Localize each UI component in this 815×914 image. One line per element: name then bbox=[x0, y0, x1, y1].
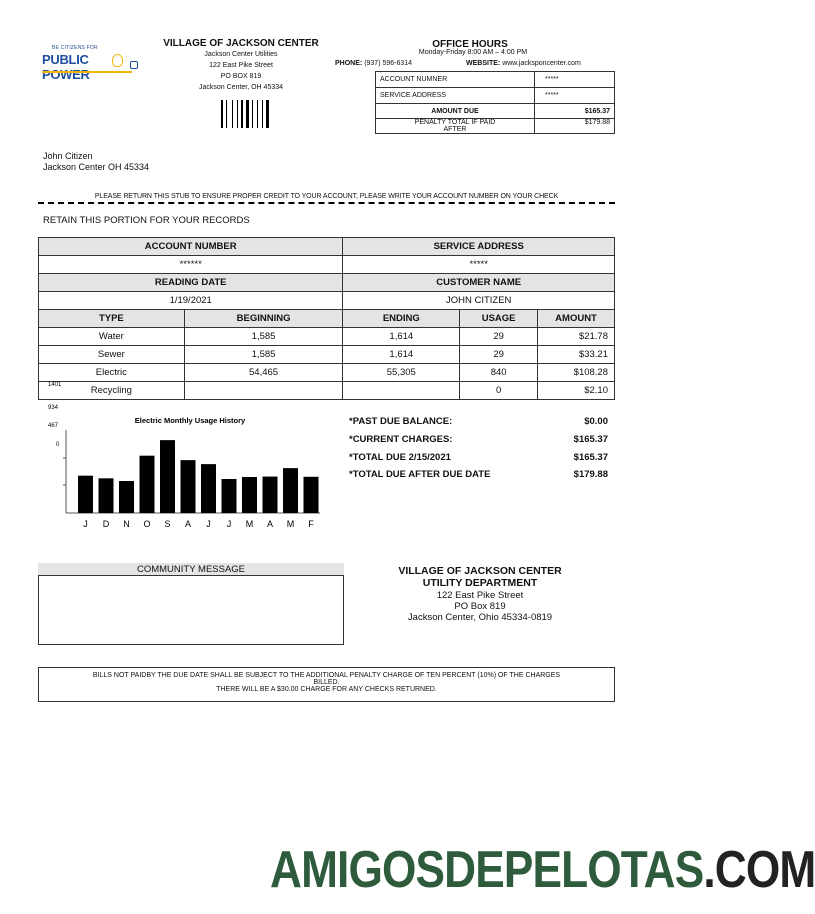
row-type: Water bbox=[39, 328, 185, 346]
amount-due-value: $165.37 bbox=[535, 104, 615, 119]
usage-chart bbox=[38, 380, 338, 530]
account-number-header: ACCOUNT NUMBER bbox=[39, 238, 343, 256]
account-box bbox=[375, 71, 615, 134]
chart-y-tick: 467 bbox=[48, 423, 59, 429]
table-row bbox=[39, 328, 615, 346]
row-beginning: 54,465 bbox=[184, 364, 343, 382]
chart-x-label: D bbox=[102, 519, 110, 529]
website-label: WEBSITE: bbox=[466, 60, 501, 67]
row-usage: 29 bbox=[460, 346, 538, 364]
chart-bar bbox=[304, 477, 319, 513]
row-type: Recycling bbox=[39, 382, 185, 400]
utility-street: 122 East Pike Street bbox=[209, 62, 273, 69]
remit-dept: UTILITY DEPARTMENT bbox=[422, 577, 538, 589]
lightbulb-icon bbox=[112, 54, 123, 67]
row-ending: 1,614 bbox=[343, 328, 460, 346]
account-number-value: ***** bbox=[535, 72, 615, 88]
barcode-bar bbox=[239, 100, 240, 128]
chart-x-label: J bbox=[226, 519, 232, 529]
summary-label: *CURRENT CHARGES: bbox=[349, 434, 453, 445]
retain-note: RETAIN THIS PORTION FOR YOUR RECORDS bbox=[43, 215, 250, 226]
service-address-value: ***** bbox=[535, 88, 615, 104]
chart-x-label: J bbox=[83, 519, 88, 529]
chart-x-label: S bbox=[164, 519, 171, 529]
barcode-bar bbox=[246, 100, 249, 128]
utility-pobox: PO BOX 819 bbox=[220, 73, 262, 80]
office-website bbox=[466, 60, 581, 67]
penalty-label bbox=[376, 119, 535, 134]
row-ending: 1,614 bbox=[343, 346, 460, 364]
barcode-bar bbox=[250, 100, 251, 128]
chart-bar bbox=[160, 440, 175, 513]
remit-city: Jackson Center, Ohio 45334-0819 bbox=[407, 612, 553, 623]
barcode-bar bbox=[244, 100, 245, 128]
table-row bbox=[39, 364, 615, 382]
penalty-notice bbox=[38, 667, 615, 702]
website-url: www.jacksponcenter.com bbox=[502, 60, 581, 67]
summary-label: *TOTAL DUE AFTER DUE DATE bbox=[349, 469, 491, 480]
logo-name: PUBLIC POWER bbox=[42, 52, 90, 82]
summary-value: $0.00 bbox=[584, 416, 608, 427]
watermark-suffix: .COM bbox=[703, 841, 815, 899]
barcode-bar bbox=[266, 100, 269, 128]
chart-x-label: F bbox=[308, 519, 314, 529]
stub-note: PLEASE RETURN THIS STUB TO ENSURE PROPER CREDIT TO YOUR ACCOUNT, PLEASE WRITE YOUR ACCOUNT NUMBER ON YOUR CHECK bbox=[38, 193, 615, 204]
chart-bar bbox=[181, 460, 196, 513]
utility-dept: Jackson Center Utilities bbox=[204, 51, 278, 58]
phone-label: PHONE: bbox=[335, 60, 363, 67]
col-header-amount: AMOUNT bbox=[538, 310, 615, 328]
chart-y-tick: 0 bbox=[56, 442, 60, 448]
plug-icon bbox=[130, 61, 138, 69]
watermark-text: AMIGOSDEPELOTAS bbox=[270, 841, 704, 899]
chart-x-label: M bbox=[245, 519, 254, 529]
penalty-label-line2: AFTER bbox=[443, 126, 467, 133]
penalty-value: $179.88 bbox=[535, 119, 615, 134]
chart-bar bbox=[283, 468, 298, 513]
service-address-label: SERVICE ADDRESS bbox=[376, 88, 535, 104]
barcode-bar bbox=[252, 100, 253, 128]
table-row bbox=[39, 346, 615, 364]
office-hours-days: Monday-Friday 8:00 AM – 4:00 PM bbox=[418, 49, 528, 56]
watermark bbox=[270, 840, 815, 900]
chart-bar bbox=[78, 476, 93, 513]
row-amount: $108.28 bbox=[538, 364, 615, 382]
barcode-bar bbox=[221, 100, 223, 128]
col-header-usage: USAGE bbox=[460, 310, 538, 328]
chart-bar bbox=[242, 477, 257, 513]
chart-bar bbox=[201, 464, 216, 513]
summary-value: $165.37 bbox=[573, 452, 608, 463]
row-beginning: 1,585 bbox=[184, 328, 343, 346]
chart-x-label: J bbox=[206, 519, 211, 529]
amount-due-label: AMOUNT DUE bbox=[376, 104, 535, 119]
customer-name-header: CUSTOMER NAME bbox=[343, 274, 615, 292]
barcode-bar bbox=[232, 100, 233, 128]
remit-street: 122 East Pike Street bbox=[436, 590, 524, 601]
barcode-bar bbox=[228, 100, 231, 128]
barcode-bar bbox=[226, 100, 227, 128]
customer-name: John Citizen bbox=[43, 151, 93, 161]
chart-x-label: A bbox=[266, 519, 274, 529]
chart-y-tick: 1401 bbox=[48, 382, 62, 388]
row-ending: 55,305 bbox=[343, 364, 460, 382]
row-beginning: 1,585 bbox=[184, 346, 343, 364]
reading-date-header: READING DATE bbox=[39, 274, 343, 292]
account-number-cell: ****** bbox=[39, 256, 343, 274]
remit-name: VILLAGE OF JACKSON CENTER bbox=[398, 565, 562, 577]
row-amount: $2.10 bbox=[538, 382, 615, 400]
account-details-table bbox=[38, 237, 615, 400]
chart-x-label: A bbox=[184, 519, 192, 529]
cord-line bbox=[42, 71, 132, 73]
summary-value: $165.37 bbox=[573, 434, 608, 445]
row-type: Electric bbox=[39, 364, 185, 382]
barcode-bar bbox=[254, 100, 256, 128]
remit-pobox: PO Box 819 bbox=[454, 601, 506, 612]
chart-bar bbox=[263, 477, 278, 513]
office-phone bbox=[335, 60, 412, 67]
col-header-beginning: BEGINNING bbox=[184, 310, 343, 328]
barcode-bar bbox=[259, 100, 261, 128]
chart-x-label: N bbox=[123, 519, 130, 529]
utility-city: Jackson Center, OH 45334 bbox=[198, 84, 284, 91]
summary-value: $179.88 bbox=[573, 469, 608, 480]
service-address-header: SERVICE ADDRESS bbox=[343, 238, 615, 256]
chart-bar bbox=[99, 478, 114, 513]
row-usage: 29 bbox=[460, 328, 538, 346]
reading-date-cell: 1/19/2021 bbox=[39, 292, 343, 310]
barcode-bar bbox=[270, 100, 271, 128]
row-type: Sewer bbox=[39, 346, 185, 364]
chart-bar bbox=[119, 481, 134, 513]
barcode-bar bbox=[257, 100, 258, 128]
barcode-bar bbox=[262, 100, 263, 128]
service-address-cell: ***** bbox=[343, 256, 615, 274]
row-amount: $33.21 bbox=[538, 346, 615, 364]
row-usage: 0 bbox=[460, 382, 538, 400]
col-header-ending: ENDING bbox=[343, 310, 460, 328]
community-message-title: COMMUNITY MESSAGE bbox=[38, 563, 344, 576]
office-hours-title: OFFICE HOURS bbox=[432, 39, 508, 50]
chart-x-label: O bbox=[143, 519, 151, 529]
account-number-label: ACCOUNT NUMNER bbox=[376, 72, 535, 88]
row-ending bbox=[343, 382, 460, 400]
chart-y-tick: 934 bbox=[48, 405, 59, 411]
customer-city: Jackson Center OH 45334 bbox=[43, 162, 150, 172]
barcode-bar bbox=[224, 100, 225, 128]
chart-bar bbox=[140, 456, 155, 513]
penalty-label-line1: PENALTY TOTAL IF PAID bbox=[414, 119, 496, 126]
notice-line1: BILLS NOT PAIDBY THE DUE DATE SHALL BE SUBJECT TO THE ADDITIONAL PENALTY CHARGE OF TEN PERCENT (10%) OF THE CHARGES bbox=[92, 672, 561, 679]
row-amount: $21.78 bbox=[538, 328, 615, 346]
logo-tagline: BE CITIZENS FOR bbox=[52, 45, 98, 51]
summary-label: *PAST DUE BALANCE: bbox=[349, 416, 453, 427]
chart-title: Electric Monthly Usage History bbox=[134, 416, 246, 425]
barcode-bar bbox=[234, 100, 236, 128]
barcode-bar bbox=[241, 100, 243, 128]
notice-line3: THERE WILL BE A $30.00 CHARGE FOR ANY CHECKS RETURNED. bbox=[216, 686, 437, 693]
public-power-logo bbox=[38, 40, 138, 82]
chart-x-label: M bbox=[286, 519, 295, 529]
customer-name-cell: JOHN CITIZEN bbox=[343, 292, 615, 310]
col-header-type: TYPE bbox=[39, 310, 185, 328]
notice-line2: BILLED. bbox=[313, 679, 340, 686]
barcode-bar bbox=[237, 100, 238, 128]
chart-bar bbox=[222, 479, 237, 513]
summary-label: *TOTAL DUE 2/15/2021 bbox=[349, 452, 451, 463]
phone-number: (937) 596-6314 bbox=[364, 60, 413, 67]
row-usage: 840 bbox=[460, 364, 538, 382]
utility-name: VILLAGE OF JACKSON CENTER bbox=[163, 38, 319, 49]
barcode-bar bbox=[264, 100, 265, 128]
barcode bbox=[221, 100, 271, 128]
